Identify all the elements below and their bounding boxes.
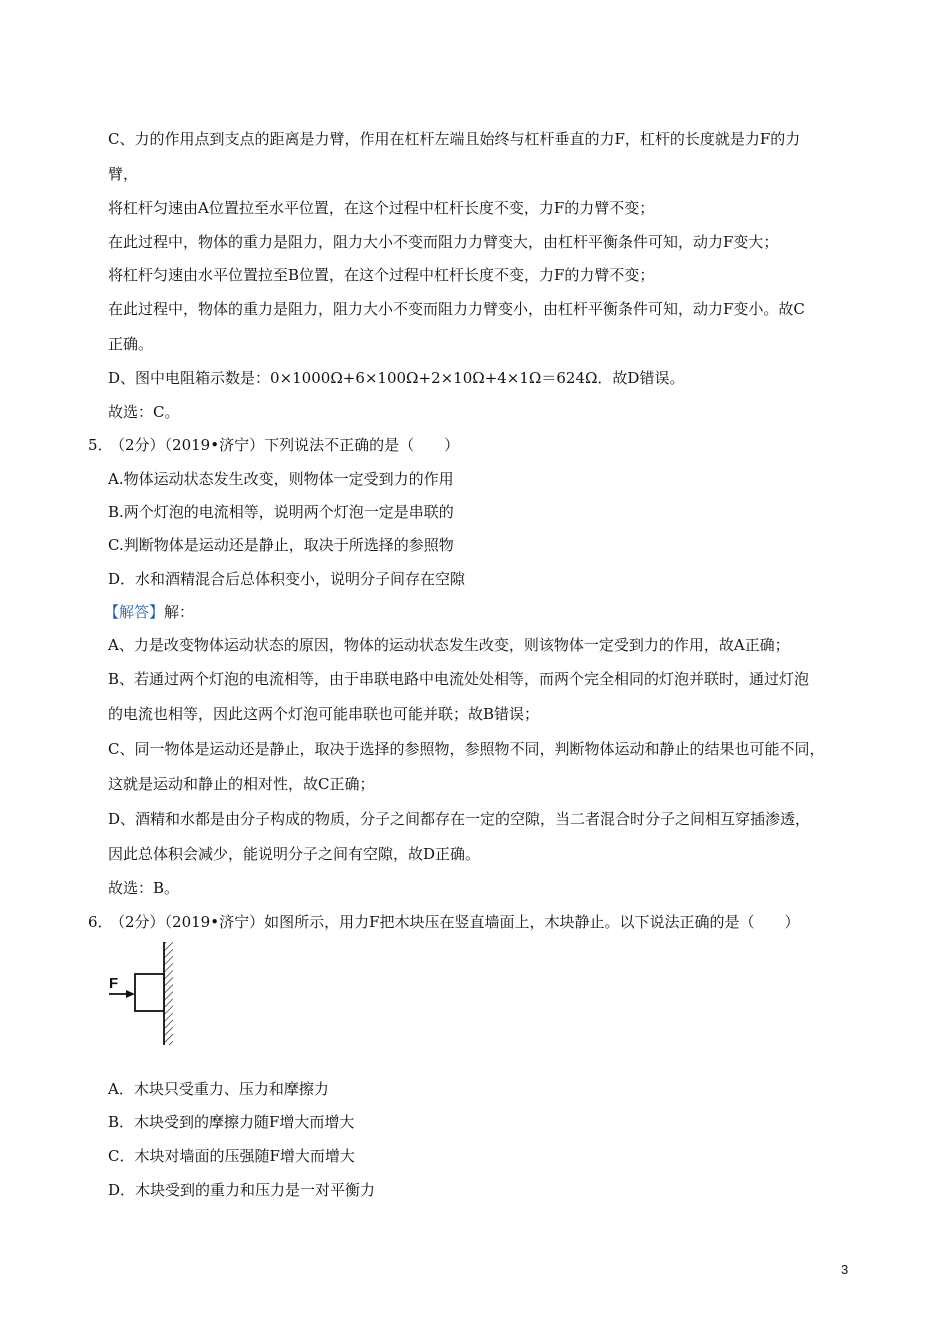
q5-solution-line: C、同一物体是运动还是静止，取决于选择的参照物，参照物不同，判断物体运动和静止的结果也可能不同， <box>108 740 825 758</box>
q6-option-c: C．木块对墙面的压强随F增大而增大 <box>108 1147 355 1165</box>
q5-solution-line: B、若通过两个灯泡的电流相等，由于串联电路中电流处处相等，而两个完全相同的灯泡并联时，通过灯泡 <box>108 670 810 688</box>
prev-solution-c-line: 臂， <box>108 165 139 183</box>
q6-option-b: B．木块受到的摩擦力随F增大而增大 <box>108 1113 355 1131</box>
q6-option-a: A．木块只受重力、压力和摩擦力 <box>108 1080 329 1098</box>
prev-solution-c-line: 在此过程中，物体的重力是阻力，阻力大小不变而阻力力臂变大，由杠杆平衡条件可知，动力F变大； <box>108 233 779 251</box>
prev-solution-c-line: 在此过程中，物体的重力是阻力，阻力大小不变而阻力力臂变小，由杠杆平衡条件可知，动力F变小。故C <box>108 300 805 318</box>
q5-answer-heading <box>104 602 194 622</box>
q6-option-d: D．木块受到的重力和压力是一对平衡力 <box>108 1181 376 1199</box>
q5-option-d: D．水和酒精混合后总体积变小，说明分子间存在空隙 <box>108 570 466 588</box>
prev-solution-c-line: C、力的作用点到支点的距离是力臂，作用在杠杆左端且始终与杠杆垂直的力F，杠杆的长度就是力F的力 <box>108 130 801 148</box>
q5-stem: （2分）（2019•济宁）下列说法不正确的是（ ） <box>110 436 460 454</box>
q5-solution-line: A、力是改变物体运动状态的原因，物体的运动状态发生改变，则该物体一定受到力的作用，故A正确； <box>108 636 790 654</box>
block-wall-figure <box>104 940 184 1050</box>
q5-solution-line: 这就是运动和静止的相对性，故C正确； <box>108 775 375 793</box>
q5-solution-line: D、酒精和水都是由分子构成的物质，分子之间都存在一定的空隙，当二者混合时分子之间相互穿插渗透， <box>108 810 811 828</box>
wooden-block <box>135 974 164 1011</box>
prev-solution-select: 故选：C。 <box>108 403 180 421</box>
force-arrow-head <box>126 990 135 998</box>
q5-number: 5． <box>88 436 113 454</box>
answer-tag: 【解答】 <box>104 603 165 621</box>
prev-solution-c-line: 将杠杆匀速由A位置拉至水平位置，在这个过程中杠杆长度不变，力F的力臂不变； <box>108 199 655 217</box>
q5-solution-line: 的电流也相等，因此这两个灯泡可能串联也可能并联；故B错误； <box>108 705 540 723</box>
prev-solution-d-line: D、图中电阻箱示数是：0×1000Ω+6×100Ω+2×10Ω+4×1Ω＝624Ω．故D错误。 <box>108 369 685 387</box>
q6-number: 6． <box>88 913 113 931</box>
wall-hatching <box>164 942 173 1045</box>
page-number: 3 <box>841 1262 849 1277</box>
prev-solution-c-line: 将杠杆匀速由水平位置拉至B位置，在这个过程中杠杆长度不变，力F的力臂不变； <box>108 266 655 284</box>
q5-select: 故选：B。 <box>108 879 180 897</box>
q5-solution-line: 因此总体积会减少，能说明分子之间有空隙，故D正确。 <box>108 845 481 863</box>
q5-option-b: B.两个灯泡的电流相等，说明两个灯泡一定是串联的 <box>108 503 454 521</box>
q5-option-a: A.物体运动状态发生改变，则物体一定受到力的作用 <box>108 470 454 488</box>
answer-word: 解： <box>164 603 195 621</box>
block-wall-diagram <box>104 940 184 1050</box>
q5-option-c: C.判断物体是运动还是静止，取决于所选择的参照物 <box>108 536 454 554</box>
prev-solution-c-line: 正确。 <box>108 335 154 353</box>
force-label: F <box>109 975 119 992</box>
q6-stem: （2分）（2019•济宁）如图所示，用力F把木块压在竖直墙面上，木块静止。以下说法正确的是（ ） <box>110 913 800 931</box>
